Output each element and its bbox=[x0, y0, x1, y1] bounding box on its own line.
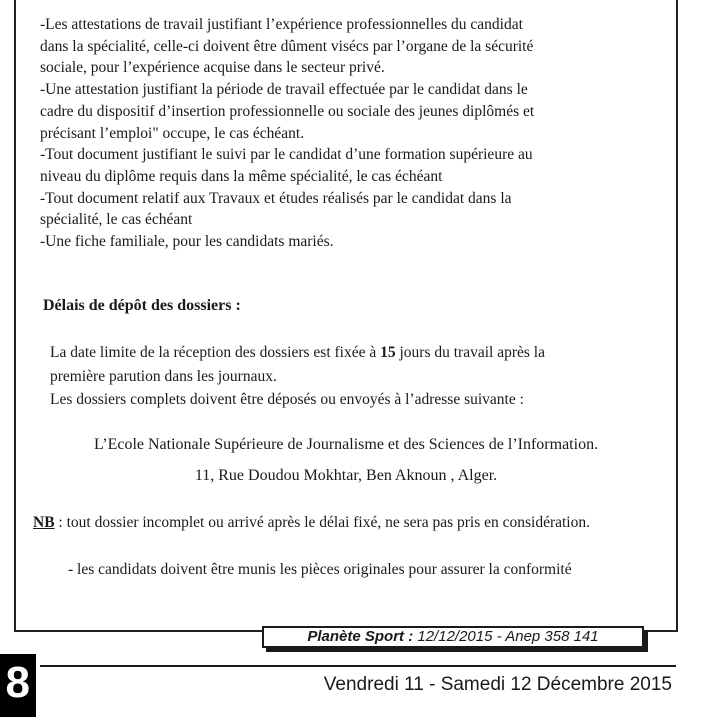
source-details: 12/12/2015 - Anep 358 141 bbox=[413, 628, 599, 645]
document-line: sociale, pour l’expérience acquise dans le secteur privé. bbox=[40, 59, 385, 77]
document-line: niveau du diplôme requis dans la même spécialité, le cas échéant bbox=[40, 167, 443, 185]
originals-note: - les candidats doivent être munis les pièces originales pour assurer la conformité bbox=[68, 561, 572, 578]
nb-label: NB bbox=[33, 514, 55, 531]
address-institution: L’Ecole Nationale Supérieure de Journalisme et des Sciences de l’Information. bbox=[93, 436, 599, 453]
document-line: -Tout document justifiant le suivi par le candidat d’une formation supérieure au bbox=[40, 146, 533, 164]
document-list bbox=[40, 14, 650, 253]
deadline-text: jours du travail après la bbox=[395, 344, 545, 361]
nb-text: : tout dossier incomplet ou arrivé après le délai fixé, ne sera pas pris en considération. bbox=[54, 514, 590, 531]
deadline-heading: Délais de dépôt des dossiers : bbox=[43, 297, 241, 314]
source-credit bbox=[262, 626, 644, 648]
deadline-paragraph bbox=[50, 341, 545, 412]
page-number-text: 8 bbox=[5, 658, 30, 707]
nb-note bbox=[33, 514, 590, 532]
address-street: 11, Rue Doudou Mokhtar, Ben Aknoun , Alger. bbox=[194, 467, 498, 484]
page-number bbox=[0, 654, 36, 717]
document-line: -Une fiche familiale, pour les candidats mariés. bbox=[40, 233, 334, 251]
deadline-line-2: première parution dans les journaux. bbox=[50, 367, 277, 385]
deadline-line-1 bbox=[50, 341, 545, 365]
footer-divider bbox=[40, 665, 676, 667]
source-brand: Planète Sport : bbox=[307, 628, 414, 645]
document-line: précisant l’emploi" occupe, le cas échéant. bbox=[40, 124, 305, 142]
document-line: -Une attestation justifiant la période de travail effectuée par le candidat dans le bbox=[40, 81, 528, 99]
document-line: -Les attestations de travail justifiant l’expérience professionnelles du candidat bbox=[40, 16, 523, 33]
document-line: cadre du dispositif d’insertion professionnelle ou sociale des jeunes diplômés et bbox=[40, 102, 535, 120]
deadline-days: 15 bbox=[380, 344, 396, 361]
document-line: -Tout document relatif aux Travaux et études réalisés par le candidat dans la bbox=[40, 189, 512, 207]
document-line: dans la spécialité, celle-ci doivent être dûment visécs par l’organe de la sécurité bbox=[40, 37, 534, 55]
issue-date: Vendredi 11 - Samedi 12 Décembre 2015 bbox=[323, 674, 672, 695]
document-line: spécialité, le cas échéant bbox=[40, 211, 193, 229]
deadline-text: La date limite de la réception des dossiers est fixée à bbox=[50, 344, 381, 361]
deadline-line-3: Les dossiers complets doivent être déposés ou envoyés à l’adresse suivante : bbox=[50, 391, 524, 408]
